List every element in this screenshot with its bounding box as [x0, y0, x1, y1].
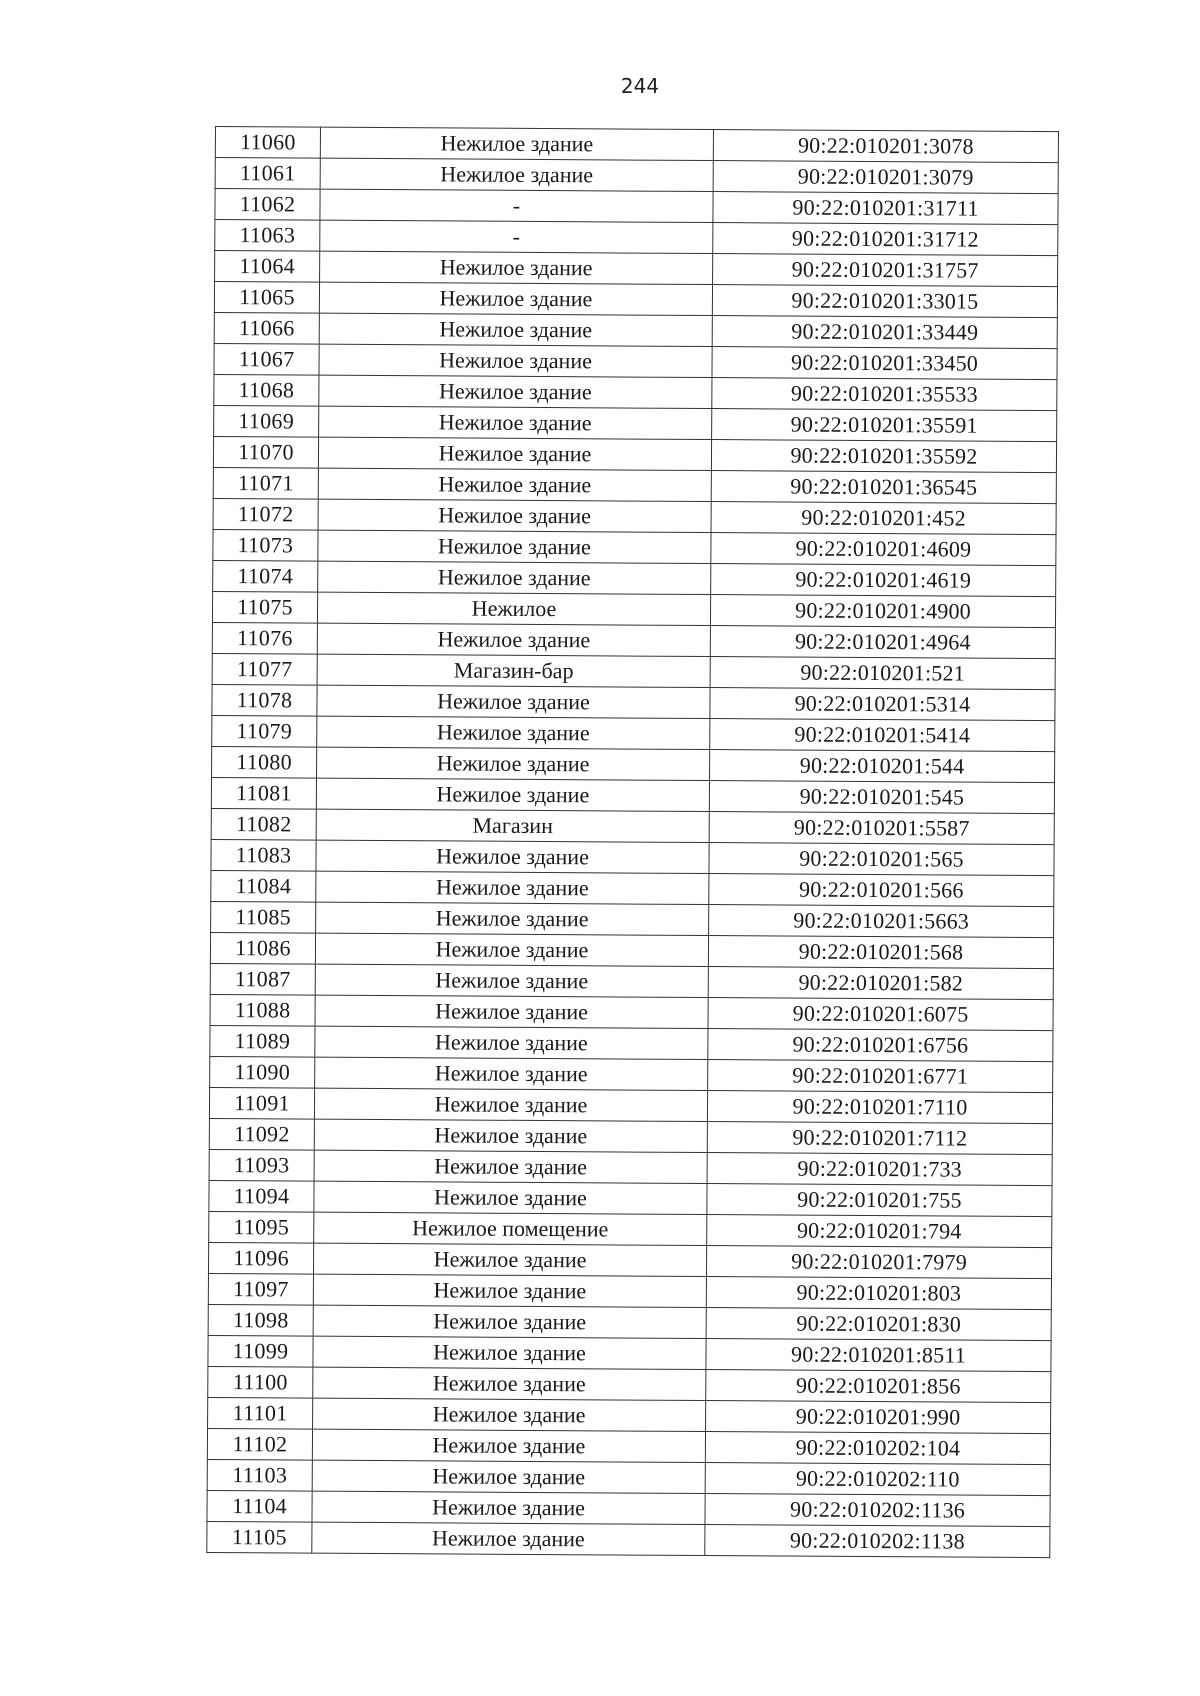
cadastral-number-cell: 90:22:010201:990 [706, 1401, 1051, 1434]
object-name-cell: Нежилое здание [319, 313, 712, 346]
registry-table [206, 126, 1059, 1558]
cadastral-number-cell: 90:22:010201:7979 [706, 1246, 1051, 1279]
cadastral-number-cell: 90:22:010201:31711 [713, 192, 1058, 225]
row-number-cell: 11081 [211, 777, 316, 809]
cadastral-number-cell: 90:22:010201:35533 [712, 378, 1057, 411]
cadastral-number-cell: 90:22:010201:5414 [710, 719, 1055, 752]
cadastral-number-cell: 90:22:010201:4619 [711, 564, 1056, 597]
object-name-cell: Нежилое здание [315, 1057, 708, 1090]
row-number-cell: 11078 [212, 684, 317, 716]
row-number-cell: 11074 [213, 560, 318, 592]
table-row [209, 1149, 1052, 1185]
table-row [214, 282, 1057, 318]
object-name-cell: Нежилое здание [313, 1398, 706, 1431]
cadastral-number-cell: 90:22:010201:31712 [713, 223, 1058, 256]
cadastral-number-cell: 90:22:010201:5587 [709, 812, 1054, 845]
object-name-cell: Нежилое здание [313, 1367, 706, 1400]
table-row [211, 808, 1054, 844]
table-row [211, 777, 1054, 813]
cadastral-number-cell: 90:22:010201:545 [709, 781, 1054, 814]
object-name-cell: Нежилое здание [317, 716, 710, 749]
table-row [208, 1304, 1051, 1340]
object-name-cell: Нежилое здание [320, 251, 713, 284]
row-number-cell: 11083 [211, 839, 316, 871]
row-number-cell: 11071 [213, 467, 318, 499]
object-name-cell: Нежилое здание [318, 561, 711, 594]
object-name-cell: Нежилое здание [313, 1336, 706, 1369]
object-name-cell: Нежилое здание [313, 1305, 706, 1338]
table-row [212, 684, 1055, 720]
row-number-cell: 11091 [209, 1087, 314, 1119]
row-number-cell: 11063 [215, 220, 320, 252]
cadastral-number-cell: 90:22:010201:8511 [706, 1339, 1051, 1372]
object-name-cell: Нежилое здание [320, 158, 713, 191]
row-number-cell: 11075 [212, 591, 317, 623]
object-name-cell: Нежилое здание [317, 623, 710, 656]
row-number-cell: 11090 [210, 1056, 315, 1088]
table-row [215, 158, 1058, 194]
cadastral-number-cell: 90:22:010201:4900 [710, 595, 1055, 628]
object-name-cell: Нежилое здание [319, 344, 712, 377]
object-name-cell: Нежилое здание [314, 1119, 707, 1152]
cadastral-number-cell: 90:22:010201:733 [707, 1153, 1052, 1186]
row-number-cell: 11064 [215, 251, 320, 283]
table-row [215, 220, 1058, 256]
table-row [211, 870, 1054, 906]
table-row [213, 436, 1056, 472]
table-row [212, 622, 1055, 658]
cadastral-number-cell: 90:22:010201:568 [708, 936, 1053, 969]
row-number-cell: 11088 [210, 994, 315, 1026]
object-name-cell: - [320, 220, 713, 253]
cadastral-number-cell: 90:22:010201:4609 [711, 533, 1056, 566]
row-number-cell: 11104 [207, 1490, 312, 1522]
object-name-cell: Нежилое здание [315, 1026, 708, 1059]
table-row [210, 1025, 1053, 1061]
object-name-cell: Нежилое здание [312, 1522, 705, 1555]
object-name-cell: Магазин [316, 809, 709, 842]
cadastral-number-cell: 90:22:010201:6756 [708, 1029, 1053, 1062]
row-number-cell: 11062 [215, 189, 320, 221]
table-row [214, 405, 1057, 441]
cadastral-number-cell: 90:22:010201:6771 [708, 1060, 1053, 1093]
table-row [209, 1118, 1052, 1154]
object-name-cell: Нежилое здание [316, 840, 709, 873]
table-row [211, 839, 1054, 875]
cadastral-number-cell: 90:22:010201:830 [706, 1308, 1051, 1341]
cadastral-number-cell: 90:22:010201:4964 [710, 626, 1055, 659]
row-number-cell: 11072 [213, 498, 318, 530]
cadastral-number-cell: 90:22:010201:3079 [713, 161, 1058, 194]
object-name-cell: Нежилое здание [313, 1274, 706, 1307]
row-number-cell: 11086 [210, 932, 315, 964]
object-name-cell: Нежилое здание [319, 375, 712, 408]
table-row [215, 127, 1058, 163]
row-number-cell: 11102 [207, 1428, 312, 1460]
table-row [209, 1211, 1052, 1247]
object-name-cell: Нежилое [317, 592, 710, 625]
row-number-cell: 11103 [207, 1459, 312, 1491]
cadastral-number-cell: 90:22:010201:856 [706, 1370, 1051, 1403]
table-row [215, 251, 1058, 287]
row-number-cell: 11067 [214, 343, 319, 375]
object-name-cell: Нежилое здание [313, 1243, 706, 1276]
table-row [210, 994, 1053, 1030]
object-name-cell: Нежилое здание [312, 1491, 705, 1524]
row-number-cell: 11100 [208, 1366, 313, 1398]
cadastral-number-cell: 90:22:010201:755 [707, 1184, 1052, 1217]
object-name-cell: Нежилое здание [314, 1181, 707, 1214]
table-row [212, 746, 1055, 782]
table-row [207, 1521, 1050, 1557]
object-name-cell: Нежилое здание [318, 437, 711, 470]
row-number-cell: 11080 [212, 746, 317, 778]
cadastral-number-cell: 90:22:010201:521 [710, 657, 1055, 690]
table-row [213, 498, 1056, 534]
cadastral-number-cell: 90:22:010201:566 [709, 874, 1054, 907]
row-number-cell: 11101 [208, 1397, 313, 1429]
table-row [214, 312, 1057, 348]
cadastral-number-cell: 90:22:010201:582 [708, 967, 1053, 1000]
cadastral-number-cell: 90:22:010201:31757 [713, 254, 1058, 287]
table-row [212, 591, 1055, 627]
row-number-cell: 11066 [214, 312, 319, 344]
table-row [210, 963, 1053, 999]
object-name-cell: Нежилое здание [312, 1429, 705, 1462]
registry-table-body [207, 127, 1059, 1558]
table-row [212, 715, 1055, 751]
table-row [209, 1180, 1052, 1216]
table-row [215, 189, 1058, 225]
cadastral-number-cell: 90:22:010202:104 [705, 1432, 1050, 1465]
row-number-cell: 11077 [212, 653, 317, 685]
row-number-cell: 11105 [207, 1521, 312, 1553]
cadastral-number-cell: 90:22:010201:803 [706, 1277, 1051, 1310]
cadastral-number-cell: 90:22:010201:6075 [708, 998, 1053, 1031]
object-name-cell: Нежилое здание [318, 499, 711, 532]
row-number-cell: 11073 [213, 529, 318, 561]
object-name-cell: Нежилое здание [319, 282, 712, 315]
row-number-cell: 11068 [214, 374, 319, 406]
cadastral-number-cell: 90:22:010201:33450 [712, 347, 1057, 380]
object-name-cell: Нежилое здание [319, 406, 712, 439]
table-row [207, 1459, 1050, 1495]
cadastral-number-cell: 90:22:010201:7110 [707, 1091, 1052, 1124]
object-name-cell: Магазин-бар [317, 654, 710, 687]
row-number-cell: 11060 [215, 127, 320, 159]
object-name-cell: Нежилое помещение [314, 1212, 707, 1245]
table-row [211, 901, 1054, 937]
cadastral-number-cell: 90:22:010201:35591 [712, 409, 1057, 442]
object-name-cell: Нежилое здание [316, 871, 709, 904]
object-name-cell: Нежилое здание [312, 1460, 705, 1493]
row-number-cell: 11084 [211, 870, 316, 902]
object-name-cell: Нежилое здание [315, 933, 708, 966]
table-row [210, 932, 1053, 968]
table-row [214, 343, 1057, 379]
object-name-cell: Нежилое здание [317, 685, 710, 718]
cadastral-number-cell: 90:22:010201:565 [709, 843, 1054, 876]
table-row [208, 1242, 1051, 1278]
row-number-cell: 11094 [209, 1180, 314, 1212]
cadastral-number-cell: 90:22:010201:5663 [709, 905, 1054, 938]
row-number-cell: 11089 [210, 1025, 315, 1057]
row-number-cell: 11076 [212, 622, 317, 654]
page-number: 244 [620, 74, 660, 98]
table-row [213, 529, 1056, 565]
cadastral-number-cell: 90:22:010201:33449 [712, 316, 1057, 349]
table-row [213, 560, 1056, 596]
cadastral-number-cell: 90:22:010201:452 [711, 502, 1056, 535]
table-row [214, 374, 1057, 410]
table-row [208, 1397, 1051, 1433]
row-number-cell: 11087 [210, 963, 315, 995]
cadastral-number-cell: 90:22:010202:110 [705, 1463, 1050, 1496]
table-row [207, 1428, 1050, 1464]
table-row [213, 467, 1056, 503]
row-number-cell: 11095 [209, 1211, 314, 1243]
cadastral-number-cell: 90:22:010201:35592 [711, 440, 1056, 473]
cadastral-number-cell: 90:22:010201:544 [710, 750, 1055, 783]
cadastral-number-cell: 90:22:010201:36545 [711, 471, 1056, 504]
row-number-cell: 11099 [208, 1335, 313, 1367]
object-name-cell: Нежилое здание [314, 1150, 707, 1183]
object-name-cell: Нежилое здание [315, 995, 708, 1028]
object-name-cell: Нежилое здание [318, 530, 711, 563]
table-row [209, 1087, 1052, 1123]
cadastral-number-cell: 90:22:010201:3078 [713, 130, 1058, 163]
table-row [208, 1273, 1051, 1309]
row-number-cell: 11065 [214, 282, 319, 314]
cadastral-number-cell: 90:22:010201:794 [707, 1215, 1052, 1248]
object-name-cell: Нежилое здание [314, 1088, 707, 1121]
table-row [208, 1335, 1051, 1371]
row-number-cell: 11098 [208, 1304, 313, 1336]
cadastral-number-cell: 90:22:010201:7112 [707, 1122, 1052, 1155]
cadastral-number-cell: 90:22:010201:5314 [710, 688, 1055, 721]
row-number-cell: 11079 [212, 715, 317, 747]
table-row [207, 1490, 1050, 1526]
object-name-cell: Нежилое здание [317, 747, 710, 780]
row-number-cell: 11085 [211, 901, 316, 933]
table-row [208, 1366, 1051, 1402]
object-name-cell: Нежилое здание [318, 468, 711, 501]
row-number-cell: 11061 [215, 158, 320, 190]
row-number-cell: 11093 [209, 1149, 314, 1181]
object-name-cell: Нежилое здание [316, 778, 709, 811]
row-number-cell: 11096 [208, 1242, 313, 1274]
cadastral-number-cell: 90:22:010201:33015 [712, 285, 1057, 318]
row-number-cell: 11092 [209, 1118, 314, 1150]
cadastral-number-cell: 90:22:010202:1136 [705, 1494, 1050, 1527]
object-name-cell: - [320, 189, 713, 222]
row-number-cell: 11097 [208, 1273, 313, 1305]
object-name-cell: Нежилое здание [316, 902, 709, 935]
cadastral-number-cell: 90:22:010202:1138 [705, 1525, 1050, 1558]
object-name-cell: Нежилое здание [320, 127, 713, 160]
row-number-cell: 11070 [213, 436, 318, 468]
table-row [210, 1056, 1053, 1092]
row-number-cell: 11069 [214, 405, 319, 437]
table-row [212, 653, 1055, 689]
object-name-cell: Нежилое здание [315, 964, 708, 997]
row-number-cell: 11082 [211, 808, 316, 840]
